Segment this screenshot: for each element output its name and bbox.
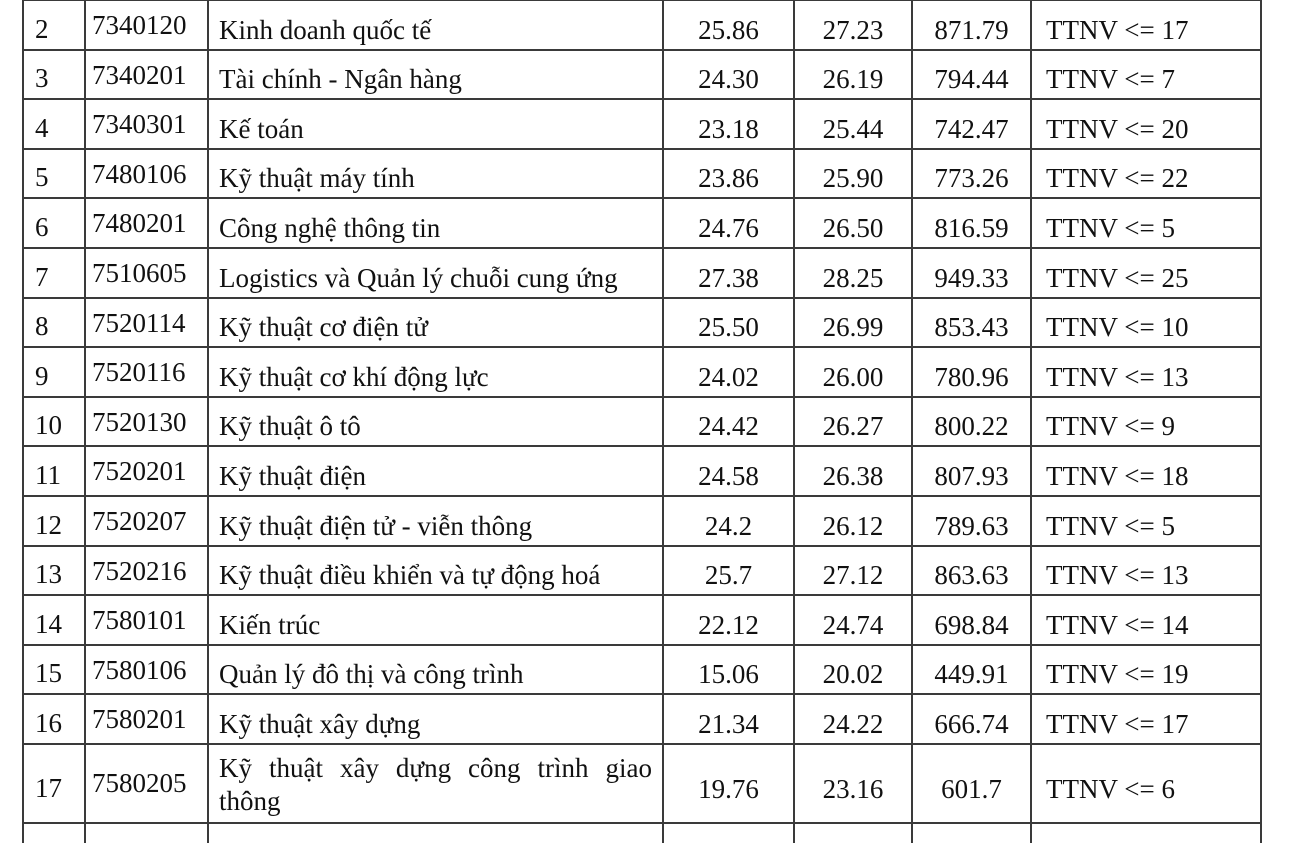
- score-3-cell: 853.43: [912, 298, 1031, 348]
- table-row: [23, 496, 1261, 546]
- row-number-cell: 17: [23, 744, 85, 823]
- table-row: [23, 694, 1261, 744]
- score-3-cell: 773.26: [912, 149, 1031, 199]
- row-number-cell: 14: [23, 595, 85, 645]
- table-row: [23, 149, 1261, 199]
- priority-condition-cell: TTNV <= 19: [1031, 645, 1261, 695]
- score-1-cell: 24.02: [663, 347, 794, 397]
- score-3-cell: 742.47: [912, 99, 1031, 149]
- table-row: [23, 0, 1261, 50]
- table-row: [23, 546, 1261, 596]
- row-number-cell: 2: [23, 0, 85, 50]
- table-row: [23, 99, 1261, 149]
- score-3-cell: 807.93: [912, 446, 1031, 496]
- major-code-cell: 7340201: [85, 50, 208, 100]
- priority-condition-cell: TTNV <= 17: [1031, 0, 1261, 50]
- score-3-cell: 800.22: [912, 397, 1031, 447]
- priority-condition-cell: TTNV <= 14: [1031, 595, 1261, 645]
- major-name-cell: Công nghệ thông tin: [208, 198, 663, 248]
- table-row: [23, 248, 1261, 298]
- score-1-cell: 24.2: [663, 496, 794, 546]
- major-name-cell: Kỹ thuật xây dựng: [208, 694, 663, 744]
- row-number-cell: 6: [23, 198, 85, 248]
- table-row: [23, 397, 1261, 447]
- major-name-cell: Kỹ thuật cơ điện tử: [208, 298, 663, 348]
- priority-condition-cell: TTNV <= 20: [1031, 99, 1261, 149]
- score-1-cell: 25.50: [663, 298, 794, 348]
- score-3-cell: 449.91: [912, 645, 1031, 695]
- score-1-cell: 19.76: [663, 744, 794, 823]
- score-3-cell: 794.44: [912, 50, 1031, 100]
- row-number-cell: 3: [23, 50, 85, 100]
- table-row: [23, 298, 1261, 348]
- priority-condition-cell: TTNV <= 7: [1031, 50, 1261, 100]
- major-code-cell: 7520114: [85, 298, 208, 348]
- table-row: [23, 645, 1261, 695]
- major-code-cell: 7340301: [85, 99, 208, 149]
- score-1-cell: 24.76: [663, 198, 794, 248]
- row-number-cell: 4: [23, 99, 85, 149]
- empty-cell: [208, 823, 663, 843]
- major-name-cell: Kỹ thuật máy tính: [208, 149, 663, 199]
- empty-cell: [85, 823, 208, 843]
- score-3-cell: 816.59: [912, 198, 1031, 248]
- table-row: [23, 50, 1261, 100]
- score-2-cell: 20.02: [794, 645, 912, 695]
- score-3-cell: 601.7: [912, 744, 1031, 823]
- score-3-cell: 949.33: [912, 248, 1031, 298]
- major-name-cell: Kỹ thuật ô tô: [208, 397, 663, 447]
- major-code-cell: 7580106: [85, 645, 208, 695]
- major-name-cell: Kinh doanh quốc tế: [208, 0, 663, 50]
- major-code-cell: 7580101: [85, 595, 208, 645]
- table-row: [23, 446, 1261, 496]
- score-3-cell: 863.63: [912, 546, 1031, 596]
- row-number-cell: 13: [23, 546, 85, 596]
- major-name-cell: Quản lý đô thị và công trình: [208, 645, 663, 695]
- score-3-cell: 698.84: [912, 595, 1031, 645]
- empty-cell: [23, 823, 85, 843]
- major-code-cell: 7580205: [85, 744, 208, 823]
- row-number-cell: 15: [23, 645, 85, 695]
- score-1-cell: 23.86: [663, 149, 794, 199]
- row-number-cell: 7: [23, 248, 85, 298]
- score-1-cell: 24.42: [663, 397, 794, 447]
- score-1-cell: 23.18: [663, 99, 794, 149]
- priority-condition-cell: TTNV <= 17: [1031, 694, 1261, 744]
- major-code-cell: 7520201: [85, 446, 208, 496]
- priority-condition-cell: TTNV <= 5: [1031, 496, 1261, 546]
- table-row: [23, 347, 1261, 397]
- major-code-cell: 7480201: [85, 198, 208, 248]
- score-2-cell: 25.44: [794, 99, 912, 149]
- major-name-cell: Kỹ thuật điện: [208, 446, 663, 496]
- empty-cell: [663, 823, 794, 843]
- score-1-cell: 15.06: [663, 645, 794, 695]
- row-number-cell: 8: [23, 298, 85, 348]
- priority-condition-cell: TTNV <= 13: [1031, 347, 1261, 397]
- score-1-cell: 22.12: [663, 595, 794, 645]
- score-1-cell: 25.86: [663, 0, 794, 50]
- score-2-cell: 25.90: [794, 149, 912, 199]
- admission-scores-table: [22, 0, 1262, 843]
- major-code-cell: 7340120: [85, 0, 208, 50]
- row-number-cell: 16: [23, 694, 85, 744]
- score-1-cell: 24.58: [663, 446, 794, 496]
- major-code-cell: 7580201: [85, 694, 208, 744]
- score-3-cell: 666.74: [912, 694, 1031, 744]
- major-code-cell: 7520216: [85, 546, 208, 596]
- priority-condition-cell: TTNV <= 18: [1031, 446, 1261, 496]
- major-name-cell: Tài chính - Ngân hàng: [208, 50, 663, 100]
- score-2-cell: 28.25: [794, 248, 912, 298]
- priority-condition-cell: TTNV <= 13: [1031, 546, 1261, 596]
- major-code-cell: 7510605: [85, 248, 208, 298]
- major-name-cell: Kỹ thuật xây dựng công trình giao thông: [208, 744, 663, 823]
- table-row-partial: [23, 823, 1261, 843]
- score-2-cell: 26.12: [794, 496, 912, 546]
- major-name-cell: Kỹ thuật cơ khí động lực: [208, 347, 663, 397]
- empty-cell: [912, 823, 1031, 843]
- score-2-cell: 26.27: [794, 397, 912, 447]
- score-2-cell: 26.38: [794, 446, 912, 496]
- score-2-cell: 23.16: [794, 744, 912, 823]
- score-3-cell: 780.96: [912, 347, 1031, 397]
- major-name-cell: Kỹ thuật điện tử - viễn thông: [208, 496, 663, 546]
- score-2-cell: 26.50: [794, 198, 912, 248]
- score-1-cell: 24.30: [663, 50, 794, 100]
- major-code-cell: 7480106: [85, 149, 208, 199]
- table-body: [23, 0, 1261, 843]
- table-row: [23, 744, 1261, 823]
- major-name-cell: Kỹ thuật điều khiển và tự động hoá: [208, 546, 663, 596]
- priority-condition-cell: TTNV <= 9: [1031, 397, 1261, 447]
- priority-condition-cell: TTNV <= 22: [1031, 149, 1261, 199]
- score-3-cell: 871.79: [912, 0, 1031, 50]
- table-row: [23, 198, 1261, 248]
- empty-cell: [1031, 823, 1261, 843]
- score-1-cell: 27.38: [663, 248, 794, 298]
- row-number-cell: 11: [23, 446, 85, 496]
- score-2-cell: 26.99: [794, 298, 912, 348]
- major-name-cell: Logistics và Quản lý chuỗi cung ứng: [208, 248, 663, 298]
- major-code-cell: 7520207: [85, 496, 208, 546]
- major-code-cell: 7520116: [85, 347, 208, 397]
- score-3-cell: 789.63: [912, 496, 1031, 546]
- priority-condition-cell: TTNV <= 10: [1031, 298, 1261, 348]
- row-number-cell: 5: [23, 149, 85, 199]
- score-2-cell: 24.22: [794, 694, 912, 744]
- score-2-cell: 27.23: [794, 0, 912, 50]
- row-number-cell: 12: [23, 496, 85, 546]
- score-1-cell: 25.7: [663, 546, 794, 596]
- score-1-cell: 21.34: [663, 694, 794, 744]
- empty-cell: [794, 823, 912, 843]
- priority-condition-cell: TTNV <= 25: [1031, 248, 1261, 298]
- priority-condition-cell: TTNV <= 5: [1031, 198, 1261, 248]
- score-2-cell: 24.74: [794, 595, 912, 645]
- row-number-cell: 9: [23, 347, 85, 397]
- major-name-cell: Kiến trúc: [208, 595, 663, 645]
- priority-condition-cell: TTNV <= 6: [1031, 744, 1261, 823]
- score-2-cell: 26.00: [794, 347, 912, 397]
- row-number-cell: 10: [23, 397, 85, 447]
- table-row: [23, 595, 1261, 645]
- score-2-cell: 27.12: [794, 546, 912, 596]
- major-name-cell: Kế toán: [208, 99, 663, 149]
- major-code-cell: 7520130: [85, 397, 208, 447]
- score-2-cell: 26.19: [794, 50, 912, 100]
